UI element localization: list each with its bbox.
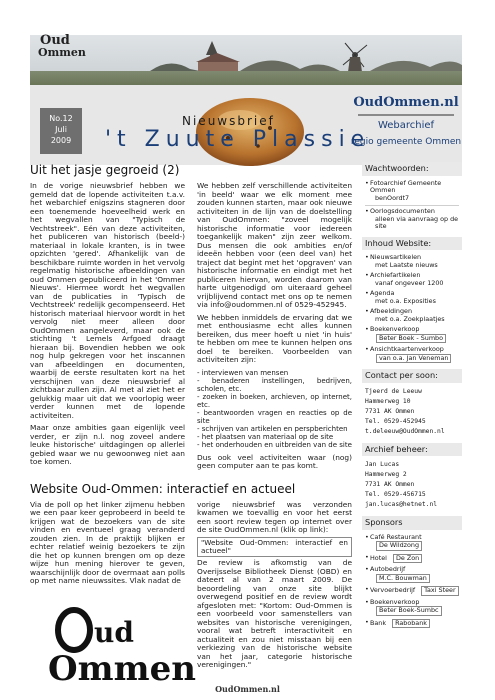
contact-heading: Contact per soon: [362, 369, 462, 383]
item-label: Café Restaurant [370, 532, 422, 541]
item-label: Archiefartikelen [370, 271, 421, 279]
item-label: Vervoerbedrijf [370, 586, 416, 594]
item-sub: van o.a. Jan Veneman [376, 354, 451, 364]
list-item: - beantwoorden vragen en reacties op de site [197, 408, 352, 425]
item-label: Afbeeldingen [370, 307, 413, 315]
wachtwoorden-heading: Wachtwoorden: [362, 162, 462, 176]
list-item: - het plaatsen van materiaal op de site [197, 432, 334, 441]
footer-site[interactable]: OudOmmen.nl [215, 684, 280, 694]
inhoud-heading: Inhoud Website: [362, 237, 462, 251]
item-label: Boekenverkoop [370, 597, 420, 606]
svg-text:ud: ud [94, 615, 134, 649]
main-column [30, 162, 352, 690]
svg-text:Ommen: Ommen [48, 648, 196, 689]
brand-divider [358, 114, 454, 116]
kicker: Nieuwsbrief [182, 114, 275, 128]
beheer-heading: Archief beheer: [362, 443, 462, 457]
item-sub: M.C. Bouwman [376, 574, 430, 584]
address-line: Hammerweg 2 [365, 471, 407, 478]
beheer-address [365, 460, 459, 510]
sidebar [362, 162, 462, 634]
article1-body [30, 182, 352, 475]
article1-para: Maar onze ambities gaan eigenlijk veel verder, er zijn n.l. nog zoveel andere leuke historische' uitdagingen op allerlei gebied waar we nu gewoonweg niet aan toe komen. [30, 423, 185, 466]
list-item[interactable]: • Archiefartikelen vanaf ongeveer 1200 [365, 271, 444, 287]
list-item[interactable]: • Hotel De Zon [365, 554, 459, 564]
list-item[interactable]: • Ansichtkaartenverkoopvan o.a. Jan Veneman [365, 346, 459, 363]
address-line: Tel. 0529-452945 [365, 417, 426, 425]
item-sub: Rabobank [392, 619, 430, 629]
address-line: Tel. 0529-456715 [365, 491, 426, 498]
list-item: - zoeken in boeken, archieven, op internet, etc. [197, 392, 352, 409]
article1-heading: Uit het jasje gegroeid (2) [30, 163, 180, 177]
article2-body [30, 501, 352, 690]
item-label: Fotoarchief Gemeente Ommen [370, 178, 442, 194]
issue-month: Juli [55, 125, 67, 134]
address-line: Hammerweg 10 [365, 397, 411, 405]
list-item[interactable]: • Agenda met o.a. Exposities [365, 289, 436, 305]
item-sub: De Wildzong [376, 541, 422, 551]
article2-heading: Website Oud-Ommen: interactief en actueel [30, 481, 296, 496]
article2-para: De review is afkomstig van de Overijsselse Bibliotheek Dienst (OBD) en dateert al van 2 maart 2009. De beoordeling van onze site blijkt overwegend positief en de review wordt afgesloten met: "Kortom: Oud-Ommen is een voorbeeld voor samenstellers van websites van historische verenigingen, vooral wat betreft interactiviteit en actualiteit en zou niet misstaan bij een verkiezing van de historische website van het jaar, categorie historische verenigingen." [197, 558, 352, 670]
item-label: Boekenverkoop [370, 325, 420, 333]
article2-para: vorige nieuwsbrief was verzonden kwamen we toevallig en voor het eerst een soort review tegen op internet over de site OudOmmen.nl (klik op link): [197, 499, 352, 534]
article2-col1 [30, 499, 196, 690]
sponsors-heading: Sponsors [362, 516, 462, 530]
article1-para: We hebben inmiddels de ervaring dat we met enthousiasme echt alles kunnen bereiken, dus meer hoeft u niet 'in huis' te hebben om mee te kunnen helpen ons doel te bereiken. Voorbeelden van activiteiten zijn: [197, 312, 352, 364]
item-sub: Beter Boek - Sumbo [376, 334, 446, 344]
list-item[interactable]: • Afbeeldingen met o.a. Zoekplaatjes [365, 307, 445, 323]
item-label: Agenda [370, 289, 395, 297]
item-label: Nieuwsartikelen [370, 253, 422, 261]
item-sub: met Laatste nieuws [375, 260, 438, 269]
list-item[interactable]: • AutobedrijfM.C. Bouwman [365, 566, 459, 583]
address-line: Jan Lucas [365, 461, 400, 468]
sponsors-list [365, 534, 459, 629]
brand-panel [350, 93, 462, 147]
activities-list [197, 369, 352, 449]
list-item: - schrijven van artikelen en perspberichten [197, 424, 348, 433]
oudommen-logo-small: Oud Ommen [38, 33, 86, 59]
list-item: - interviewen van mensen [197, 368, 289, 377]
review-link[interactable]: "Website Oud-Ommen: interactief en actueel" [197, 537, 352, 558]
list-item[interactable]: • Nieuwsartikelen met Laatste nieuws [365, 253, 438, 269]
item-sub: Taxi Steer [421, 586, 458, 596]
address-line: 7731 AK Ommen [365, 481, 415, 488]
item-sub: alleen via aanvraag op de site [375, 214, 459, 230]
item-sub: met o.a. Exposities [375, 296, 436, 305]
item-sub: De Zon [393, 554, 422, 564]
list-item: • Fotoarchief Gemeente Ommen benOordt7 [365, 180, 459, 203]
contact-email[interactable]: t.deleeuw@OudOmmen.nl [365, 427, 445, 435]
article1-para: We hebben zelf verschillende activiteiten 'in beeld' waar we elk moment mee zouden kunnen starten, maar ook nieuwe activiteiten in de lijn van de doelstelling van OudOmmen: "zoveel mogelijk historische informatie voor iedereen toegankelijk maken" zijn zeer welkom. Dus mensen die ook ambities en/of ideeën hebben voor (een deel van) het traject dat begint met het 'opgraven' van historische informatie en eindigt met het publiceren hiervan, worden daarom van harte uitgenodigd om uiteraard geheel vrijblijvend contact met ons op te nemen via info@oudommen.nl of 0529-452945. [197, 181, 352, 309]
item-sub: vanaf ongeveer 1200 [375, 278, 444, 287]
item-label: Autobedrijf [370, 565, 406, 573]
item-label: Hotel [370, 553, 387, 562]
list-item: - benaderen instellingen, bedrijven, scholen, etc. [197, 376, 352, 393]
list-item[interactable]: • BoekenverkoopBeter Boek - Sumbo [365, 326, 459, 343]
regio-label: regio gemeente Ommen [350, 137, 462, 147]
inhoud-list [365, 254, 459, 363]
address-line: 7731 AK Ommen [365, 407, 415, 415]
item-sub: met o.a. Zoekplaatjes [375, 314, 445, 323]
article1-col1 [30, 182, 185, 475]
article1-col2 [197, 182, 352, 475]
list-item[interactable]: • Café RestaurantDe Wildzong [365, 532, 422, 549]
address-line: Tjeerd de Leeuw [365, 387, 422, 395]
webarchief-label: Webarchief [377, 120, 435, 131]
newsletter-title: 't Zuute Plassie [105, 127, 371, 152]
item-sub: Beter Boek-Sumbc [376, 606, 442, 616]
list-item[interactable]: • Vervoerbedrijf Taxi Steer [365, 586, 459, 596]
contact-address [365, 387, 459, 437]
list-item: • Oorlogsdocumenten alleen via aanvraag op de site [365, 207, 459, 230]
wachtwoorden-list [365, 180, 459, 231]
newsletter-header [0, 0, 495, 170]
issue-number: No.12 [49, 114, 73, 123]
list-item: - het onderhouden en uitbreiden van de site [197, 440, 352, 449]
oudommen-logo-large [40, 600, 196, 690]
issue-badge [40, 108, 82, 154]
list-item[interactable]: • Bank Rabobank [365, 619, 459, 629]
list-item[interactable]: • BoekenverkoopBeter Boek-Sumbc [365, 599, 459, 616]
item-label: Ansichtkaartenverkoop [370, 345, 444, 353]
item-sub: benOordt7 [375, 193, 410, 202]
article1-closing: Dus ook veel activiteiten waar (nog) geen computer aan te pas komt. [197, 452, 352, 470]
article1-para: In de vorige nieuwsbrief hebben we gemeld dat de lopende activiteiten t.a.v. het webarchief enigszins stagneren door een toenemende hoeveelheid werk en het wegvallen van "Typisch de Vechtstreek". Eén van deze activiteiten, het publiceren van historisch (beeld-) materiaal in lokale kranten, is in twee opzichten 'gered'. Afhankelijk van de beschikbare ruimte worden in het vervolg regelmatig historische afbeeldingen van oud Ommen gepubliceerd in het 'Ommer Nieuws'. Hiermee wordt het wegvallen van de publicaties in 'Typisch de Vechtstreek' redelijk gecompenseerd. Het historisch materiaal hiervoor wordt in het vervolg niet meer alleen door OudOmmen aangeleverd, maar ook de stichting 't Lemels Arfgoed draagt hieraan bij. Bovendien hebben we ook nog hulp gekregen voor het inscannen van afbeeldingen en documenten, waarbij de eerste resultaten kort na het verschijnen van deze nieuwsbrief al zichtbaar zullen zijn. Al met al ziet het er gelukkig maar uit dat we voorlopig weer verder kunnen met de lopende activiteiten. [30, 181, 185, 420]
beheer-email[interactable]: jan.lucas@hetnet.nl [365, 501, 438, 508]
item-label: Bank [370, 618, 387, 627]
page-footer [0, 684, 495, 694]
article2-para: Via de poll op het linker zijmenu hebben we een paar keer geprobeerd in beeld te krijgen wat de bezoekers van de site vinden en eventueel graag veranderd zouden zien. In de praktijk blijken er echter relatief weinig bezoekers te zijn die het op kunnen brengen om op deze wijze hun mening hierover te geven, waarschijnlijk door de overmaat aan polls op met name nieuwssites. Vlak nadat de [30, 499, 185, 585]
article2-col2 [197, 501, 352, 690]
item-label: Oorlogsdocumenten [370, 207, 435, 215]
brand-name: OudOmmen.nl [353, 95, 459, 110]
issue-year: 2009 [50, 136, 72, 145]
